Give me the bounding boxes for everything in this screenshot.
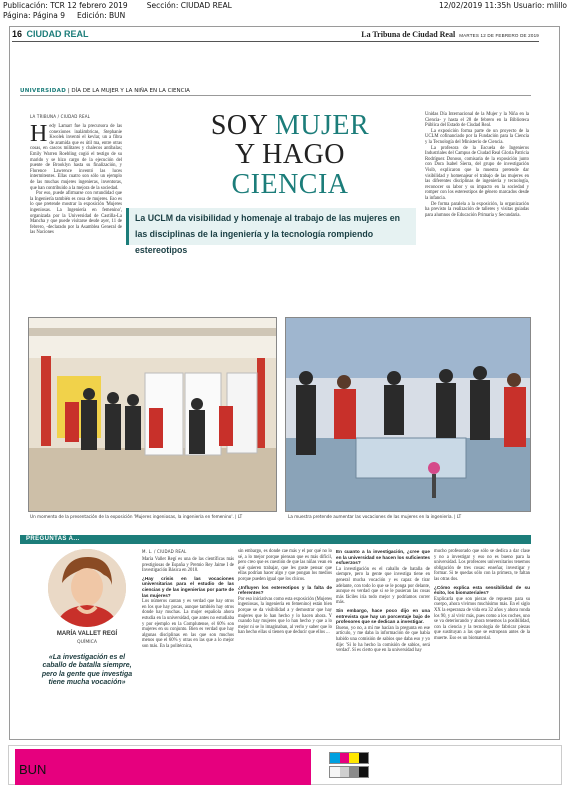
interviewee-role: QUÍMICA	[76, 640, 97, 645]
headline-line-2: Y HAGO	[234, 139, 346, 170]
paper-date: MARTES 12 DE FEBRERO DE 2019	[459, 33, 539, 38]
portrait-maria-vallet	[48, 549, 126, 627]
drop-cap: H	[30, 121, 48, 147]
magenta-swatch	[340, 753, 350, 763]
interview-col-3	[336, 549, 430, 735]
page-number: 16	[12, 29, 23, 39]
publication-label: Publicación: TCR 12 febrero 2019	[3, 1, 128, 10]
gray-swatch-4	[359, 767, 369, 777]
masthead	[12, 28, 539, 42]
interview-col-1	[142, 557, 234, 735]
photo-exhibition-presentation	[28, 317, 277, 512]
article-right-para-4: De forma paralela a la exposición, la organización ha previsto la realización de talleres y visitas guiadas para alumnos de Educación Primaria y Secundaria.	[425, 201, 529, 218]
datetime-user: 12/02/2019 11:35h Usuario: mlillo	[438, 1, 567, 10]
interview-answer-4-cont: mucho profesorado que sólo se dedica a dar clase y no a investigar y eso no es bueno para la universidad. Los profesores universitarios tenemos obligación de tres cosas: enseñar, investigar y formar. Si te quedas sólo con la primera, te faltan las otras dos.	[434, 549, 530, 582]
interviewee-name: MARÍA VALLET REGÍ	[56, 631, 118, 637]
article-col-left	[30, 121, 122, 294]
print-footer	[8, 745, 562, 785]
cyan-swatch	[330, 753, 340, 763]
edition-bar	[15, 749, 311, 785]
gray-ramp-bar	[329, 766, 369, 778]
interview-question-2: ¿Influyen los estereotipos y la falta de referentes?	[238, 584, 332, 596]
headline-deck: La UCLM da visibilidad y homenaje al trabajo de las mujeres en las disciplinas de la ingeniería y la tecnología rompiendo estereotipos	[126, 208, 416, 245]
interview-question-5: ¿Cómo explica esta sensibilidad de su éxito, los biomateriales?	[434, 584, 530, 596]
section-label: Sección: CIUDAD REAL	[146, 1, 232, 10]
interview-intro: María Vallet Regí es una de las científicas más prestigiosas de España y Premio Rey Jaime I de Investigación Básica en 2018.	[142, 557, 234, 574]
interview-col-4	[434, 549, 530, 735]
section-tag: UNIVERSIDAD	[20, 88, 67, 94]
section-line: UNIVERSIDAD | DÍA DE LA MUJER Y LA NIÑA EN LA CIENCIA	[20, 88, 531, 96]
headline-line-3: CIENCIA	[231, 169, 349, 200]
headline-word-mujer: MUJER	[274, 110, 370, 141]
article-byline: LA TRIBUNA / CIUDAD REAL	[30, 114, 91, 119]
page-label: Página: Página 9	[3, 10, 66, 20]
headline-word-soy: SOY	[210, 110, 268, 141]
gray-swatch-1	[330, 767, 340, 777]
black-swatch	[359, 753, 369, 763]
gray-swatch-2	[340, 767, 350, 777]
paper-title: La Tribuna de Ciudad Real	[361, 30, 456, 39]
section-title: CIUDAD REAL	[26, 29, 89, 39]
article-right-para-3: La profesora de la Escuela de Ingenieros Industriales del Campus de Ciudad Real Gloria Patricia Rodríguez Donoso, comisaria de la exposición junto con Dora Isabel Sierra, del grupo de investigación Visib, explicaron que la muestra pretende dar visibilidad y homenajear el trabajo de las mujeres en las diferentes disciplinas de ingeniería y tecnología, reconocer su labor y su impacto en la sociedad y romper con los estereotipos de género marcados desde la infancia.	[425, 145, 530, 201]
interview-answer-4: Bueno, yo no, a mí me hacían la pregunta en ese artículo, y me daba la información de que había habido una comisión de sabios que daba eso y yo dije: 'Si lo ha hecho la comisión de sabios, será verdad'. Sí es cierto que en la universidad hay	[336, 625, 430, 654]
pull-quote: «La investigación es el caballo de batalla siempre, pero la gente que investiga tiene mucha vocación»	[41, 654, 133, 687]
photo-right-caption: La muestra pretende aumentar las vocaciones de las mujeres en la ingeniería. | LT	[288, 514, 462, 519]
cmyk-color-bar	[329, 752, 369, 764]
interview-byline: M. L. / CIUDAD REAL	[142, 549, 187, 554]
interview-answer-5: Explicarla que son piezas de repuesto para su cuerpo, ahora vivimos muchísimo más. En el siglo XX la esperanza de vida era 32 años y ahora ronda los 90, y al vivir más, pues como a los coches, uno se va deteriorando y ahora tenemos la posibilidad, con la ciencia y la tecnología de fabricar piezas que sustituyan a las que se estropean antes de la muerte. Eso es un biomaterial.	[434, 596, 530, 641]
edition-label: Edición: BUN	[76, 10, 126, 20]
section-subtitle: DÍA DE LA MUJER Y LA NIÑA EN LA CIENCIA	[71, 88, 190, 94]
masthead-section	[12, 29, 89, 39]
clipping-header	[3, 1, 567, 20]
article-right-para-1: Unidas Día Internacional de la Mujer y la Niña en la Ciencia- y hasta el 28 de febrero en la Biblioteca Pública del Estado de Ciudad Real.	[425, 112, 529, 129]
photo-left-caption: Un momento de la presentación de la exposición 'Mujeres ingeniosas, la ingeniería en femenino'. | LT	[30, 514, 243, 519]
yellow-swatch	[349, 753, 359, 763]
article-right-para-2: La exposición forma parte de un proyecto de la UCLM cofinanciado por la Fundación para la Ciencia y la Tecnología del Ministerio de Ciencia.	[425, 128, 529, 145]
interview-answer-2: Por eso iniciativas como esta exposición (Mujeres ingeniosas, la ingeniería en femenino) están bien porque se da visibilidad a y demostrar que hay mujeres que lo han hecho y lo hacen ahora. Y cuando hay mujeres que lo han hecho y que a lo mejor ni se lo imaginaban, al verlo y saber que lo han hecho ellas sí tienen que deducir que ellos ...	[238, 596, 332, 636]
article-para-2: Por eso, puede afirmarse con rotundidad que la Ingeniería también es cosa de mujeres. Eso es lo que pretende mostrar la exposición 'Mujeres ingeniosas. La Ingeniería en femenino', organizada por la Universidad de Castilla-La Mancha y que puede visitarse desde ayer, 11 de febrero, -declarado por la Asamblea General de las Naciones	[30, 191, 122, 236]
edition-code: BUN	[19, 762, 47, 777]
interview-question-4: Sin embargo, hace poco dijo en una entrevista que hay un porcentaje bajo de profesores que se dedican a investigar.	[336, 607, 430, 625]
interview-band: PREGUNTAS A...	[20, 535, 531, 544]
photo-exhibition-visit	[285, 317, 531, 512]
headline	[180, 112, 400, 200]
article-lead: edy Lamarr fue la precursora de las conexiones inalámbricas, Stephanie Kwolek inventó el kevlar, un a fibra de aramida que es útil ma, entre otras cosas, en cascos militares y chalecos antibalas; Emily Warren Roebling cogió el testigo de su marido y se hizo cargo de la ejecución del puente de Brooklyn hasta su finalización, y Florence Lawrence inventó las luces intermitentes. Ellas cuatro son sólo un ejemplo de las muchas mujeres ingenieras, inventoras, que han contribuido a la mejora de la sociedad.	[30, 124, 122, 191]
paper-name	[361, 30, 539, 39]
interview-answer-1-cont: sin embargo, es donde cae más y el por qué no lo sé, a lo mejor porque piensan que es más difícil, pero creo que es cuestión de que las niñas vean en qué quieren trabajar, que les guste pensar que ellas podrían hacer algo y que pongan los medios porque pueden igual que los chicos.	[238, 549, 332, 582]
interview-answer-1: Los números cantan y es verdad que hay otros en los que hay pocas, aunque también hay otros donde hay muchas. La mujer española ahora estudia en la universidad, que antes no estudiaba y por ejemplo en la Complutense, el 60% son mujeres en su conjunto. Bien es verdad que hay algunas disciplinas en las que son muchos menos que el 60% y otras en las que a lo mejor son más. En la politécnica,	[142, 599, 234, 649]
interview-col-2	[238, 549, 332, 735]
interview-question-1: ¿Hay crisis en las vocaciones universitarias para el estudio de las ciencias y de las ingenierías por parte de las mujeres?	[142, 575, 234, 598]
article-col-right	[425, 112, 529, 308]
gray-swatch-3	[349, 767, 359, 777]
interview-question-3: En cuanto a la investigación, ¿cree que en la universidad se hacen los suficientes esfuerzos?	[336, 549, 430, 566]
interview-answer-3: La investigación es el caballo de batalla de siempre, pero la gente que investiga tiene en general mucha vocación y es capaz de tirar adelante, con todo lo que se le ponga por delante, aunque es verdad que si se le pusieran las cosas más fáciles iría todo mejor y podríamos correr más.	[336, 566, 430, 606]
